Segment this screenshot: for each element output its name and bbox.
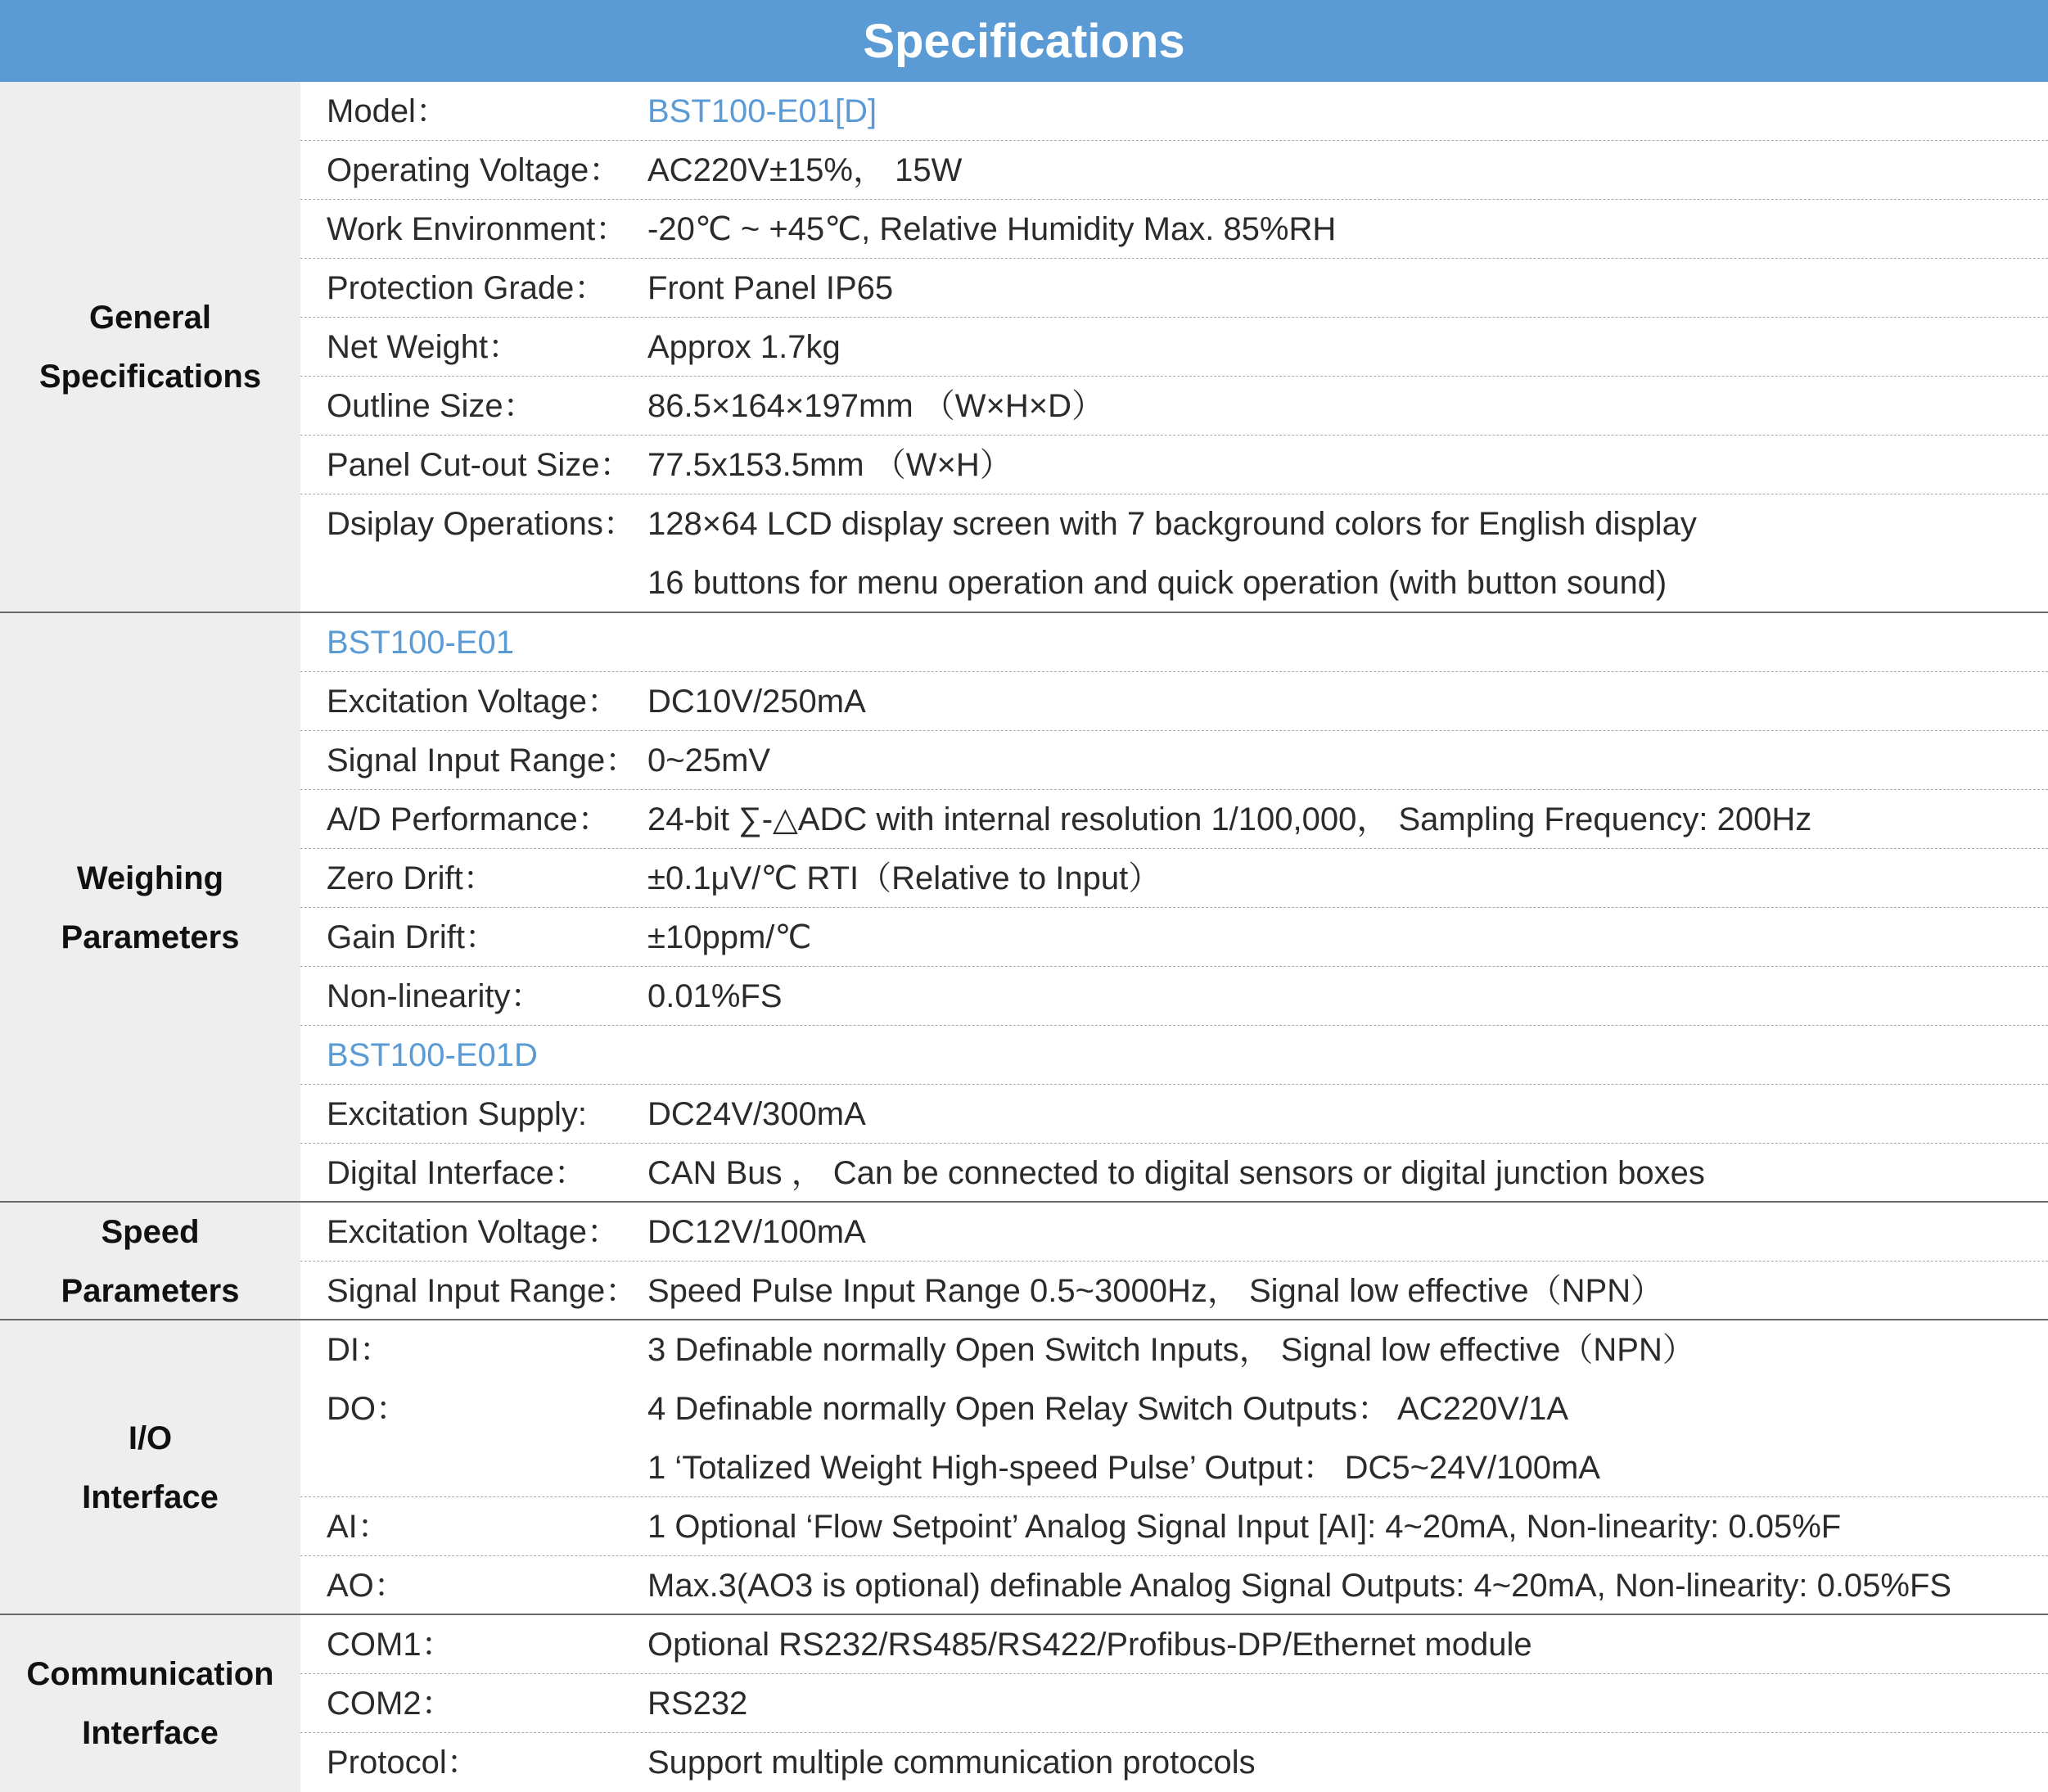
spec-label: AO： bbox=[327, 1568, 407, 1604]
spec-row-ao bbox=[300, 1556, 2048, 1615]
section-label-io bbox=[0, 1320, 300, 1614]
spec-label: DO： bbox=[327, 1391, 408, 1427]
section-label-text: Speed Parameters bbox=[61, 1213, 240, 1309]
spec-value: Front Panel IP65 bbox=[647, 270, 894, 306]
spec-label: COM2： bbox=[327, 1686, 454, 1722]
spec-value: Max.3(AO3 is optional) definable Analog Signal Outputs: 4~20mA, Non-linearity: 0.05%FS bbox=[647, 1568, 1952, 1604]
spec-rows-io bbox=[300, 1320, 2048, 1614]
spec-value: 4 Definable normally Open Relay Switch Outputs： AC220V/1A bbox=[647, 1391, 1569, 1427]
section-speed-parameters bbox=[0, 1203, 2048, 1320]
spec-value: Approx 1.7kg bbox=[647, 329, 841, 365]
spec-row-do bbox=[300, 1379, 2048, 1438]
spec-row-excitation-supply bbox=[300, 1085, 2048, 1144]
spec-rows-general bbox=[300, 82, 2048, 612]
spec-label: DI： bbox=[327, 1332, 392, 1368]
model-heading-text: BST100-E01 bbox=[327, 625, 515, 661]
spec-value: Optional RS232/RS485/RS422/Profibus-DP/Ethernet module bbox=[647, 1627, 1532, 1663]
spec-label: A/D Performance： bbox=[327, 801, 611, 837]
section-io-interface bbox=[0, 1320, 2048, 1614]
spec-value: 24-bit ∑-△ADC with internal resolution 1/100,000， Sampling Frequency: 200Hz bbox=[647, 801, 1812, 837]
section-communication-interface bbox=[0, 1615, 2048, 1792]
spec-label: Excitation Voltage： bbox=[327, 684, 620, 720]
section-label-text: Weighing Parameters bbox=[61, 860, 240, 955]
spec-rows-speed bbox=[300, 1203, 2048, 1320]
spec-label: Net Weight： bbox=[327, 329, 521, 365]
spec-row-net-weight bbox=[300, 318, 2048, 377]
spec-row-operating-voltage bbox=[300, 141, 2048, 200]
spec-label: Excitation Supply: bbox=[327, 1096, 587, 1132]
spec-label: Protection Grade： bbox=[327, 270, 607, 306]
spec-row-work-environment bbox=[300, 200, 2048, 259]
spec-value: CAN Bus ， Can be connected to digital sensors or digital junction boxes bbox=[647, 1155, 1705, 1191]
spec-row-model bbox=[300, 82, 2048, 141]
spec-value: 86.5×164×197mm （W×H×D） bbox=[647, 388, 1105, 424]
spec-row-com2 bbox=[300, 1674, 2048, 1733]
spec-value: -20℃ ~ +45℃, Relative Humidity Max. 85%RH bbox=[647, 211, 1337, 247]
spec-value: 16 buttons for menu operation and quick operation (with button sound) bbox=[647, 565, 1667, 601]
spec-value: 0~25mV bbox=[647, 743, 771, 779]
spec-row-panel-cutout-size bbox=[300, 436, 2048, 494]
model-heading-bst100-e01 bbox=[300, 613, 2048, 672]
section-label-text: I/O Interface bbox=[82, 1420, 219, 1515]
spec-row-display-operations bbox=[300, 494, 2048, 553]
page-title: Specifications bbox=[0, 0, 2048, 82]
spec-row-digital-interface bbox=[300, 1144, 2048, 1203]
spec-value: ±10ppm/℃ bbox=[647, 919, 812, 955]
spec-value: Speed Pulse Input Range 0.5~3000Hz， Signal low effective（NPN） bbox=[647, 1273, 1664, 1309]
section-label-weighing bbox=[0, 613, 300, 1202]
spec-row-outline-size bbox=[300, 377, 2048, 436]
spec-value: 1 Optional ‘Flow Setpoint’ Analog Signal Input [AI]: 4~20mA, Non-linearity: 0.05%F bbox=[647, 1509, 1842, 1545]
model-heading-bst100-e01d bbox=[300, 1026, 2048, 1085]
spec-row-do-cont bbox=[300, 1438, 2048, 1497]
spec-value: 0.01%FS bbox=[647, 978, 783, 1014]
spec-label: COM1： bbox=[327, 1627, 454, 1663]
spec-value: DC10V/250mA bbox=[647, 684, 866, 720]
spec-label: AI： bbox=[327, 1509, 390, 1545]
spec-value: 128×64 LCD display screen with 7 background colors for English display bbox=[647, 506, 1697, 542]
spec-label: Zero Drift： bbox=[327, 860, 496, 896]
model-heading-text: BST100-E01D bbox=[327, 1037, 538, 1073]
spec-label: Work Environment： bbox=[327, 211, 629, 247]
spec-value: AC220V±15%， 15W bbox=[647, 152, 963, 188]
spec-row-non-linearity bbox=[300, 967, 2048, 1026]
spec-value: DC24V/300mA bbox=[647, 1096, 866, 1132]
spec-row-excitation-voltage bbox=[300, 672, 2048, 731]
spec-value: RS232 bbox=[647, 1686, 748, 1722]
spec-label: Signal Input Range： bbox=[327, 743, 638, 779]
spec-value-model: BST100-E01[D] bbox=[647, 93, 877, 129]
spec-row-protocol bbox=[300, 1733, 2048, 1792]
spec-label: Dsiplay Operations： bbox=[327, 506, 636, 542]
spec-label: Excitation Voltage： bbox=[327, 1214, 620, 1250]
spec-value: 77.5x153.5mm （W×H） bbox=[647, 447, 1013, 483]
spec-label: Model： bbox=[327, 93, 449, 129]
spec-row-ai bbox=[300, 1497, 2048, 1556]
spec-value: 3 Definable normally Open Switch Inputs， Signal low effective（NPN） bbox=[647, 1332, 1695, 1368]
spec-row-com1 bbox=[300, 1615, 2048, 1674]
spec-value: Support multiple communication protocols bbox=[647, 1745, 1256, 1781]
spec-label: Outline Size： bbox=[327, 388, 536, 424]
spec-row-ad-performance bbox=[300, 790, 2048, 849]
spec-row-display-operations-cont bbox=[300, 553, 2048, 612]
spec-value: DC12V/100mA bbox=[647, 1214, 866, 1250]
spec-row-signal-input-range bbox=[300, 731, 2048, 790]
spec-label: Panel Cut-out Size： bbox=[327, 447, 633, 483]
spec-row-di bbox=[300, 1320, 2048, 1379]
spec-row-speed-signal-input-range bbox=[300, 1262, 2048, 1320]
section-general-specifications bbox=[0, 82, 2048, 612]
section-label-speed bbox=[0, 1203, 300, 1320]
section-label-text: Communication Interface bbox=[26, 1656, 274, 1751]
spec-label: Digital Interface： bbox=[327, 1155, 587, 1191]
spec-rows-communication bbox=[300, 1615, 2048, 1792]
section-label-text: General Specifications bbox=[38, 300, 262, 395]
section-label-communication bbox=[0, 1615, 300, 1792]
section-label-general bbox=[0, 82, 300, 612]
spec-rows-weighing bbox=[300, 613, 2048, 1202]
spec-row-zero-drift bbox=[300, 849, 2048, 908]
spec-value: ±0.1μV/℃ RTI（Relative to Input） bbox=[647, 860, 1162, 896]
spec-label: Protocol： bbox=[327, 1745, 480, 1781]
section-weighing-parameters bbox=[0, 613, 2048, 1202]
spec-row-protection-grade bbox=[300, 259, 2048, 318]
spec-label: Gain Drift： bbox=[327, 919, 498, 955]
spec-label: Operating Voltage： bbox=[327, 152, 622, 188]
spec-row-gain-drift bbox=[300, 908, 2048, 967]
spec-value: 1 ‘Totalized Weight High-speed Pulse’ Output： DC5~24V/100mA bbox=[647, 1450, 1600, 1486]
spec-row-speed-excitation-voltage bbox=[300, 1203, 2048, 1262]
spec-label: Non-linearity： bbox=[327, 978, 544, 1014]
spec-label: Signal Input Range： bbox=[327, 1273, 638, 1309]
